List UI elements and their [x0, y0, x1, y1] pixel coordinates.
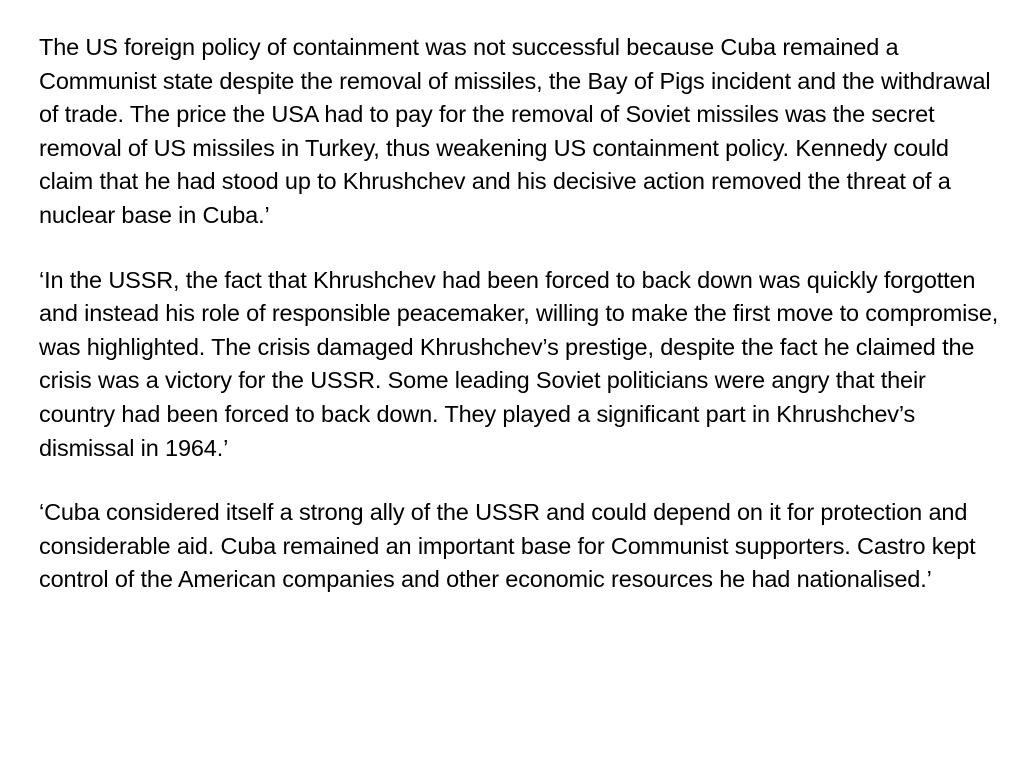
paragraph-cuba-ally: ‘Cuba considered itself a strong ally of the USSR and could depend on it for protection and considerable aid. Cuba remained an important base for Communist supporters. Castro kept control of the American companies and other economic resources he had nationalised.’ [39, 499, 976, 593]
paragraph-ussr-khrushchev: ‘In the USSR, the fact that Khrushchev had been forced to back down was quickly forgotten and instead his role of responsible peacemaker, willing to make the first move to compromise, was highlighted. The crisis damaged Khrushchev’s prestige, despite the fact he claimed the crisis was a victory for the USSR. Some leading Soviet politicians were angry that their country had been forced to back down. They played a significant part in Khrushchev’s dismissal in 1964.’ [39, 266, 999, 461]
paragraph-us-containment: The US foreign policy of containment was not successful because Cuba remained a Communist state despite the removal of missiles, the Bay of Pigs incident and the withdrawal of trade. The price the USA had to pay for the removal of Soviet missiles was the secret removal of US missiles in Turkey, thus weakening US containment policy. Kennedy could claim that he had stood up to Khrushchev and his decisive action removed the threat of a nuclear base in Cuba.’ [39, 34, 991, 228]
